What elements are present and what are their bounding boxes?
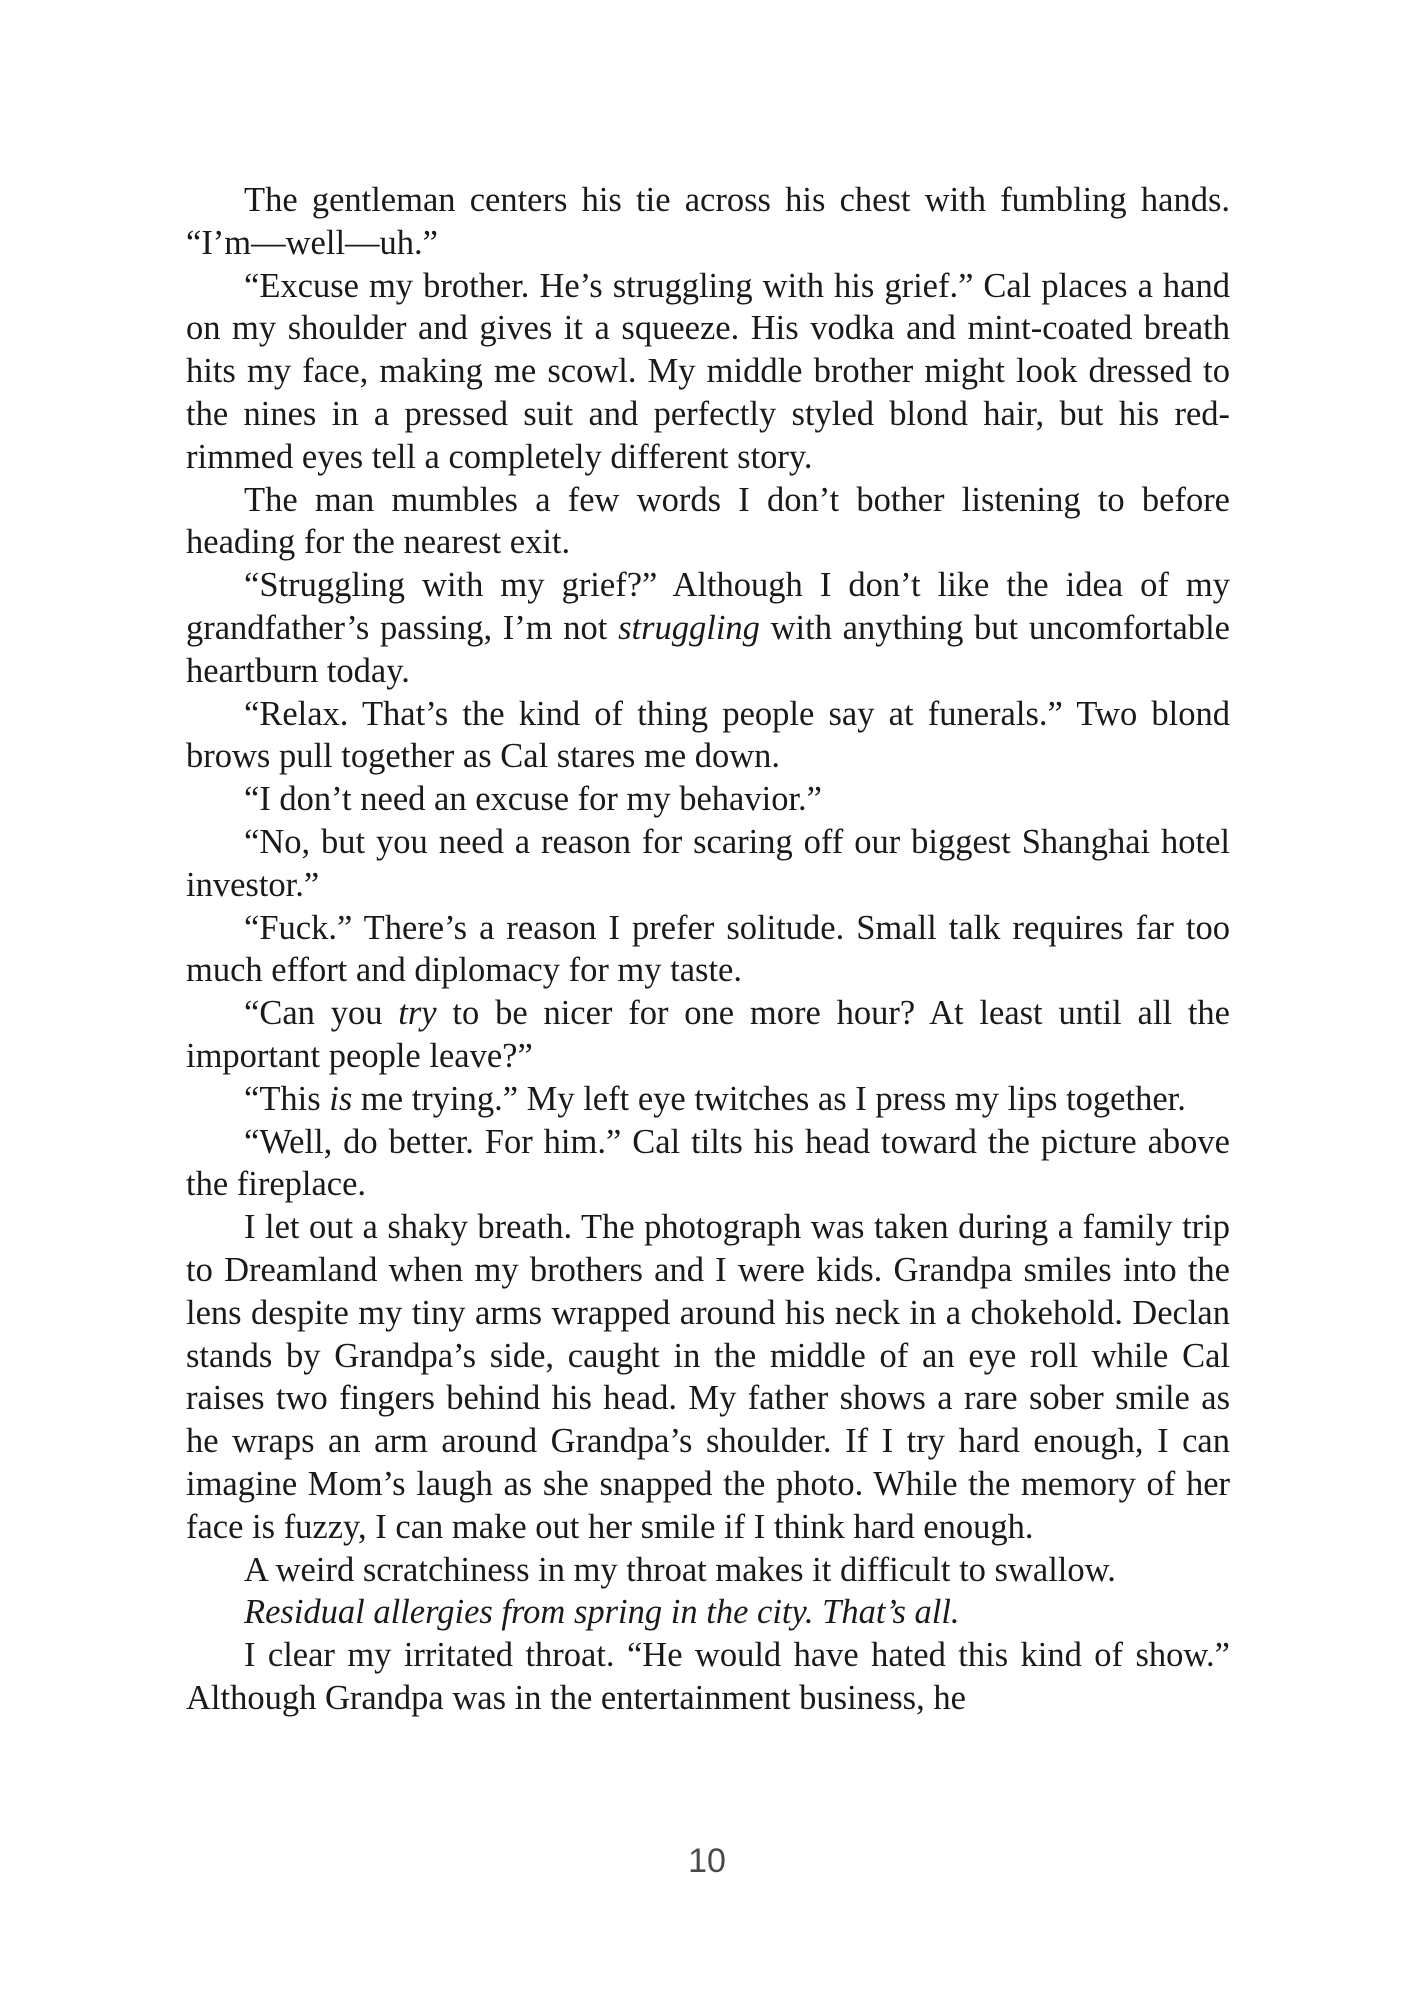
- paragraph: [186, 479, 1230, 565]
- italic-text: Residual allergies from spring in the city. That’s all.: [244, 1593, 960, 1632]
- text-run: “Excuse my brother. He’s struggling with his grief.” Cal places a hand on my shoulder and gives it a squeeze. His vodka and mint-coated breath hits my face, making me scowl. My middle brother might look dressed to the nines in a pressed suit and perfectly styled blond hair, but his red-rimmed eyes tell a completely different story.: [186, 266, 1230, 476]
- text-run: “Fuck.” There’s a reason I prefer solitude. Small talk requires far too much effort and diplomacy for my taste.: [186, 908, 1230, 990]
- paragraph: [186, 1078, 1230, 1121]
- text-run: The man mumbles a few words I don’t bother listening to before heading for the nearest exit.: [186, 480, 1230, 562]
- paragraph: [186, 693, 1230, 779]
- paragraph: [186, 1206, 1230, 1548]
- text-run: “Struggling with my grief?” Although I don’t like the idea of my grandfather’s passing, I’m not: [186, 566, 1230, 647]
- text-run: “Well, do better. For him.” Cal tilts his head toward the picture above the fireplace.: [186, 1122, 1230, 1204]
- text-run: “I don’t need an excuse for my behavior.”: [244, 780, 822, 819]
- italic-text: try: [398, 994, 437, 1033]
- body-text: [186, 179, 1230, 1720]
- text-run: A weird scratchiness in my throat makes it difficult to swallow.: [244, 1550, 1116, 1589]
- paragraph: [186, 907, 1230, 993]
- paragraph: [186, 179, 1230, 265]
- paragraph: [186, 1634, 1230, 1720]
- text-run: “No, but you need a reason for scaring off our biggest Shanghai hotel investor.”: [186, 822, 1230, 904]
- text-run: I let out a shaky breath. The photograph was taken during a family trip to Dreamland when my brothers and I were kids. Grandpa smiles into the lens despite my tiny arms wrapped around his neck in a chokehold. Declan stands by Grandpa’s side, caught in the middle of an eye roll while Cal raises two fingers behind his head. My father shows a rare sober smile as he wraps an arm around Grandpa’s shoulder. If I try hard enough, I can imagine Mom’s laugh as she snapped the photo. While the memory of her face is fuzzy, I can make out her smile if I think hard enough.: [186, 1208, 1230, 1546]
- paragraph: [186, 265, 1230, 479]
- text-run: The gentleman centers his tie across his chest with fumbling hands. “I’m—well—uh.”: [186, 181, 1230, 262]
- paragraph: [186, 1591, 1230, 1634]
- text-run: to be nicer for one more hour? At least until all the important people leave?”: [186, 994, 1230, 1075]
- text-run: me trying.” My left eye twitches as I press my lips together.: [352, 1079, 1186, 1118]
- text-run: with anything but uncomfortable heartburn today.: [186, 608, 1230, 690]
- paragraph: [186, 1549, 1230, 1592]
- paragraph: [186, 778, 1230, 821]
- text-run: “Can you: [244, 994, 399, 1033]
- paragraph: [186, 821, 1230, 907]
- italic-text: struggling: [618, 608, 760, 647]
- page-number: 10: [688, 1842, 726, 1880]
- italic-text: is: [329, 1079, 353, 1118]
- paragraph: [186, 1121, 1230, 1207]
- paragraph: [186, 992, 1230, 1078]
- text-run: “Relax. That’s the kind of thing people say at funerals.” Two blond brows pull together as Cal stares me down.: [186, 694, 1230, 776]
- paragraph: [186, 564, 1230, 692]
- text-run: I clear my irritated throat. “He would have hated this kind of show.” Although Grandpa was in the entertainment business, he: [186, 1636, 1230, 1717]
- text-run: “This: [244, 1079, 330, 1118]
